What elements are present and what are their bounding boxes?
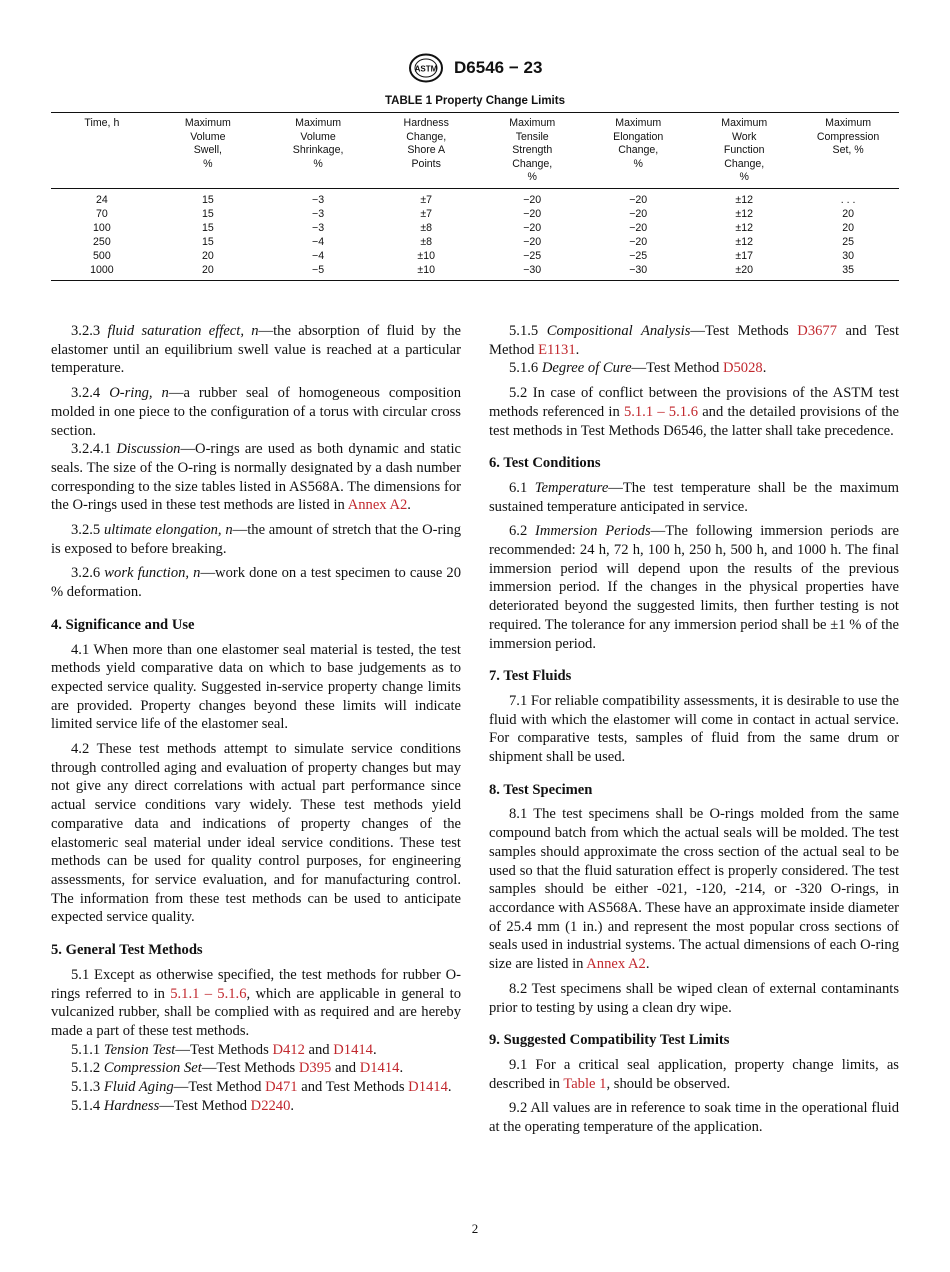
section-heading-5: 5. General Test Methods [51,942,203,959]
column-header-line: Function [723,144,765,156]
paragraph-5-1-4: 5.1.4 Hardness—Test Method D2240. [71,1097,295,1114]
table-cell: ±10 [417,249,436,262]
table-cell: 25 [842,235,854,248]
d471-link[interactable]: D471 [265,1079,298,1096]
paragraph-5-1-6: 5.1.6 Degree of Cure—Test Method D5028. [509,360,767,377]
table-cell: ±7 [420,193,433,206]
table-body [51,188,899,280]
table-cell: 15 [201,221,214,234]
document-id: D6546 − 23 [454,58,543,77]
table-cell: 24 [95,193,108,206]
table-cell: 15 [201,235,214,248]
table-cell: −25 [523,249,542,262]
column-header-line: Change, [724,157,765,170]
d1414-link[interactable]: D1414 [359,1060,400,1077]
column-header [585,113,691,189]
paragraph-3-2-3: 3.2.3 fluid saturation effect, n—the absorption of fluid by the elastomer until an equilibrium swell value is reached at a particular temperature. [51,323,461,377]
column-header-line: Maximum [615,117,662,129]
paragraph-9-2: 9.2 All values are in reference to soak time in the operational fluid at the operating temperature of the application. [489,1100,899,1136]
column-header-line: Set, % [832,144,864,156]
paragraph-4-1: 4.1 When more than one elastomer seal material is tested, the test methods yield comparative data on which to base judgements as to expected service quality. Suggested in-service property change limits are provided. Property changes beyond these limits will indicate limited service life of the elastomer seal. [51,641,461,733]
table-cell: −20 [629,235,648,248]
column-header-line: % [527,171,537,183]
section-heading-7: 7. Test Fluids [489,668,572,685]
d1414-link[interactable]: D1414 [408,1079,448,1096]
column-header-line: Strength [512,144,553,156]
svg-text:ASTM: ASTM [414,64,437,74]
table-cell: −20 [523,207,542,220]
column-header-line: % [313,157,323,170]
table-cell: −25 [629,249,648,262]
column-header [153,113,263,189]
paragraph-3-2-6: 3.2.6 work function, n—work done on a test specimen to cause 20 % deformation. [51,565,461,601]
paragraph-5-1-2: 5.1.2 Compression Set—Test Methods D395 and D1414. [71,1060,404,1077]
column-header-line: Work [731,130,757,143]
section-heading-4: 4. Significance and Use [51,616,195,633]
section-heading-8: 8. Test Specimen [489,781,593,798]
table-cell: 1000 [51,263,153,281]
page-number: 2 [471,1221,479,1236]
table-cell: ±8 [420,221,433,234]
paragraph-5-1-1: 5.1.1 Tension Test—Test Methods D412 and D1414. [71,1041,377,1058]
paragraph-5-2: 5.2 In case of conflict between the provisions of the ASTM test methods referenced in 5.1.1 – 5.1.6 and the detailed provisions of the test methods in Test Methods D6546, the latter shall take precedence. [489,385,900,439]
table-cell: 500 [93,249,111,262]
table-cell: −20 [523,235,542,248]
table-cell: ±17 [735,249,754,262]
paragraph-5-1-3: 5.1.3 Fluid Aging—Test Method D471 and Test Methods D1414. [71,1079,452,1096]
table-cell: 15 [201,193,214,206]
column-header [373,113,479,189]
d1414-link[interactable]: D1414 [333,1041,373,1058]
annex-a2-link[interactable]: Annex A2 [347,497,408,514]
column-header [263,113,373,189]
column-header-line: Maximum [509,117,556,129]
table-cell: −5 [263,263,373,281]
table-cell: ±12 [735,207,754,220]
table-cell: 15 [201,207,214,220]
table-header-row [51,113,899,189]
table-cell: ±12 [735,221,754,234]
d412-link[interactable]: D412 [272,1041,305,1058]
paragraph-6-2: 6.2 Immersion Periods—The following immersion periods are recommended: 24 h, 72 h, 100 h, 250 h, 500 h, and 1000 h. The final immersion period will depend upon the results of the previous immersion period. If the changes in the physical properties have deteriorated beyond the suggested limits, then further testing is not required. The tolerance for any immersion period shall be ±1 % of the immersion period. [489,523,899,652]
table-cell: 70 [95,207,108,220]
column-header-line: % [633,157,643,170]
column-header-line: Shore A [407,144,446,156]
table-cell: 35 [797,263,899,281]
d395-link[interactable]: D395 [298,1060,332,1077]
column-header-line: Volume [190,130,226,143]
table-row [51,263,899,281]
d5028-link[interactable]: D5028 [722,360,763,377]
table-cell: . . . [840,193,856,206]
section-range-link[interactable]: 5.1.1 – 5.1.6 [170,985,247,1002]
table-cell: −20 [523,193,542,206]
paragraph-5-1-5: 5.1.5 Compositional Analysis—Test Methods D3677 and Test Method E1131. [489,323,900,358]
table-cell: 100 [93,221,111,234]
column-header-line: Tensile [515,130,549,143]
column-header [51,113,153,189]
table-cell: ±12 [735,235,754,248]
table-row [51,188,899,207]
table-row [51,235,899,249]
right-column [489,322,899,1137]
table-cell: 250 [93,235,111,248]
paragraph-8-2: 8.2 Test specimens shall be wiped clean of external contaminants prior to testing by using a clean dry wipe. [489,980,899,1016]
table-cell: −4 [312,249,325,262]
property-change-limits-table [51,112,899,281]
table-row [51,221,899,235]
table-cell: 20 [153,263,263,281]
section-heading-6: 6. Test Conditions [489,455,601,472]
column-header-line: Hardness [403,117,449,129]
astm-logo-icon [408,53,444,83]
section-heading-9: 9. Suggested Compatibility Test Limits [489,1032,730,1049]
paragraph-3-2-5: 3.2.5 ultimate elongation, n—the amount of stretch that the O-ring is exposed to before breaking. [51,522,461,557]
table-cell: ±8 [420,235,433,248]
table-title: TABLE 1 Property Change Limits [385,95,565,107]
table-cell: 20 [201,249,214,262]
column-header-line: Shrinkage, [292,144,344,156]
table-cell: −3 [312,221,325,234]
column-header-line: Volume [300,130,336,143]
table-cell: 20 [842,207,854,220]
table-cell: −4 [312,235,325,248]
column-header-line: Change, [512,157,553,170]
table-row [51,207,899,221]
table-row [51,249,899,263]
page-header [0,53,950,83]
table-cell: −30 [479,263,585,281]
annex-a2-link[interactable]: Annex A2 [586,956,646,973]
paragraph-3-2-4: 3.2.4 O-ring, n—a rubber seal of homogeneous composition molded in one piece to the configuration of a torus with circular cross section. [51,385,462,439]
column-header-line: Maximum [295,117,342,129]
left-column [51,322,461,1115]
table-cell: −30 [585,263,691,281]
column-header-line: Time, h [84,117,120,129]
column-header-line: Maximum [721,117,768,129]
table-cell: −20 [629,193,648,206]
table-cell: 30 [842,249,854,262]
table-cell: ±7 [420,207,433,220]
column-header-line: Elongation [613,130,664,143]
paragraph-8-1: 8.1 The test specimens shall be O-rings molded from the same compound batch from which the actual seals will be molded. The test samples should approximate the cross section of the actual seal to be used so that the fluid saturation effect is properly considered. The test samples should be either -021, -120, -214, or -320 O-rings, in accordance with AS568A. These have an approximate inside diameter of 25.4 mm (1 in.) and represent the most popular cross sections of seals used in industrial systems. The actual dimensions of each O-ring size are listed in Annex A2. [489,806,899,973]
column-header [797,113,899,189]
column-header-line: Points [411,157,441,170]
paragraph-4-2: 4.2 These test methods attempt to simulate service conditions through controlled aging and evaluation of property changes but may not give any direct correlations with actual part performance since actual service conditions vary widely. These test methods yield comparative data and indications of property changes of the elastomeric seal material under ideal service conditions. These test methods can be used for quality control purposes, for engineering assessments, for service evaluation, and for manufacturing control. The information from these test methods can be used to anticipate expected service quality. [51,741,461,926]
column-header-line: Change, [406,130,447,143]
paragraph-9-1: 9.1 For a critical seal application, property change limits, as described in Table 1, should be observed. [489,1056,899,1092]
table-cell: −20 [629,207,648,220]
column-header-line: Maximum [825,117,872,129]
table-1-link[interactable]: Table 1 [563,1075,607,1092]
column-header-line: Compression [816,130,880,143]
d2240-link[interactable]: D2240 [250,1097,291,1114]
paragraph-7-1: 7.1 For reliable compatibility assessments, it is desirable to use the fluid with which the elastomer will come in contact in actual service. For comparative tests, samples of fluid from the same drum or shipment shall be used. [489,692,899,766]
paragraph-3-2-4-1: 3.2.4.1 Discussion—O-rings are used as both dynamic and static seals. The size of the O-ring is normally designated by a dash number corresponding to the size tables listed in AS568A. The dimensions for the O-rings used in these test methods are listed in Annex A2. [51,441,461,514]
column-header-line: Maximum [184,117,231,129]
column-header [691,113,797,189]
column-header-line: % [739,171,749,183]
column-header-line: Swell, [193,144,222,156]
column-header [479,113,585,189]
table-cell: 20 [842,221,854,234]
column-header-line: Change, [618,144,659,156]
table-cell: −20 [629,221,648,234]
d3677-link[interactable]: D3677 [797,323,838,339]
table-cell: ±10 [373,263,479,281]
column-header-line: % [203,157,213,170]
table-cell: ±20 [691,263,797,281]
table-cell: −3 [312,193,325,206]
table-cell: −3 [312,207,325,220]
e1131-link[interactable]: E1131 [538,341,576,358]
table-cell: ±12 [735,193,754,206]
paragraph-6-1: 6.1 Temperature—The test temperature shall be the maximum sustained temperature anticipated in service. [489,479,899,515]
paragraph-5-1: 5.1 Except as otherwise specified, the test methods for rubber O-rings referred to in 5.1.1 – 5.1.6, which are applicable in general to vulcanized rubber, shall be complied with as required and are hereby made a part of these test methods. [51,966,461,1039]
table-cell: −20 [523,221,542,234]
section-range-link[interactable]: 5.1.1 – 5.1.6 [623,403,698,420]
